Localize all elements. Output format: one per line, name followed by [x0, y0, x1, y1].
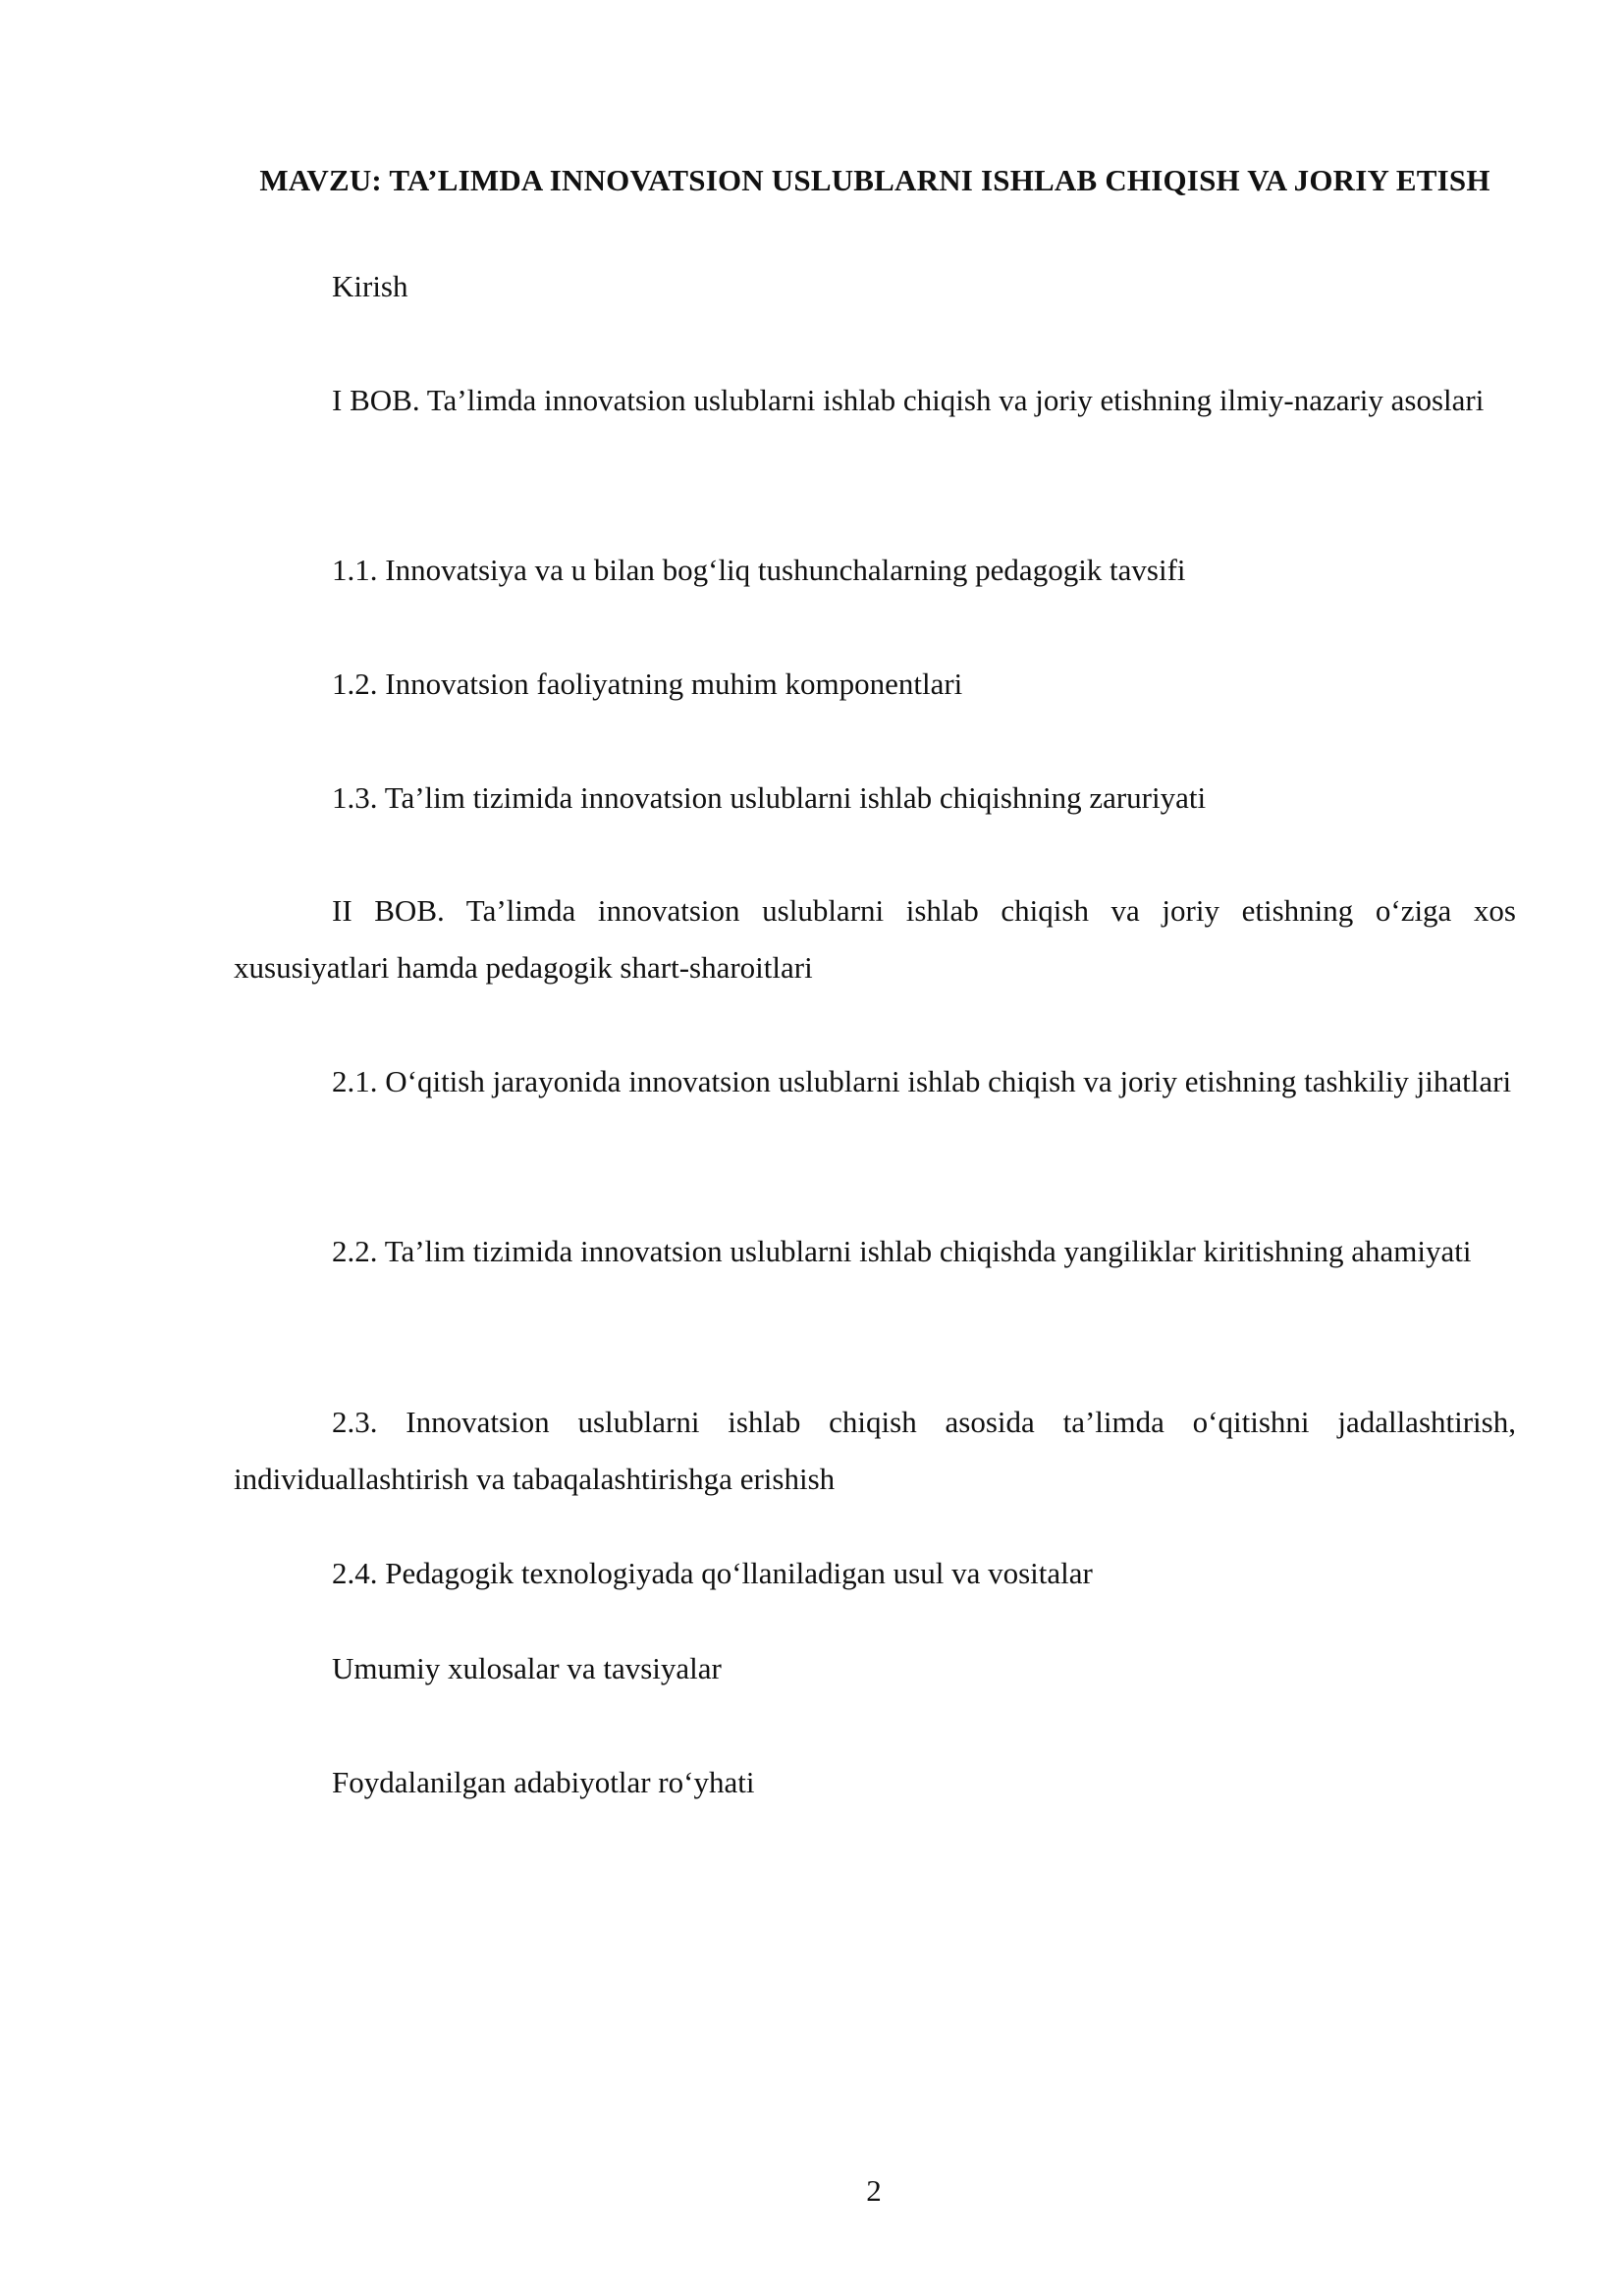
- toc-entry-introduction: Kirish: [332, 269, 408, 303]
- document-title: MAVZU: TA’LIMDA INNOVATSION USLUBLARNI ISHLAB CHIQISH VA JORIY ETISH: [259, 163, 1490, 197]
- toc-entry-chapter-1: I BOB. Ta’limda innovatsion uslublarni ishlab chiqish va joriy etishning ilmiy-nazariy asoslari: [332, 383, 1485, 417]
- toc-entry-section-1-2: 1.2. Innovatsion faoliyatning muhim komponentlari: [332, 667, 963, 701]
- page-number: 2: [866, 2173, 882, 2208]
- toc-entry-section-2-2: 2.2. Ta’lim tizimida innovatsion uslublarni ishlab chiqishda yangiliklar kiritishning ahamiyati: [332, 1234, 1472, 1268]
- toc-entry-chapter-2: II BOB. Ta’limda innovatsion uslublarni ishlab chiqish va joriy etishning o‘ziga xos xususiyatlari hamda pedagogik shart-sharoitlari: [234, 893, 1516, 985]
- toc-entry-section-2-3: 2.3. Innovatsion uslublarni ishlab chiqish asosida ta’limda o‘qitishni jadallashtirish, individuallashtirish va tabaqalashtirishga erishish: [234, 1405, 1516, 1496]
- toc-entry-conclusions: Umumiy xulosalar va tavsiyalar: [332, 1651, 722, 1685]
- toc-entry-section-2-1: 2.1. O‘qitish jarayonida innovatsion uslublarni ishlab chiqish va joriy etishning tashkiliy jihatlari: [332, 1064, 1512, 1098]
- toc-entry-section-1-1: 1.1. Innovatsiya va u bilan bog‘liq tushunchalarning pedagogik tavsifi: [332, 553, 1186, 587]
- toc-entry-section-1-3: 1.3. Ta’lim tizimida innovatsion uslublarni ishlab chiqishning zaruriyati: [332, 780, 1207, 815]
- toc-entry-references: Foydalanilgan adabiyotlar ro‘yhati: [332, 1765, 755, 1799]
- toc-entry-section-2-4: 2.4. Pedagogik texnologiyada qo‘llaniladigan usul va vositalar: [332, 1556, 1093, 1590]
